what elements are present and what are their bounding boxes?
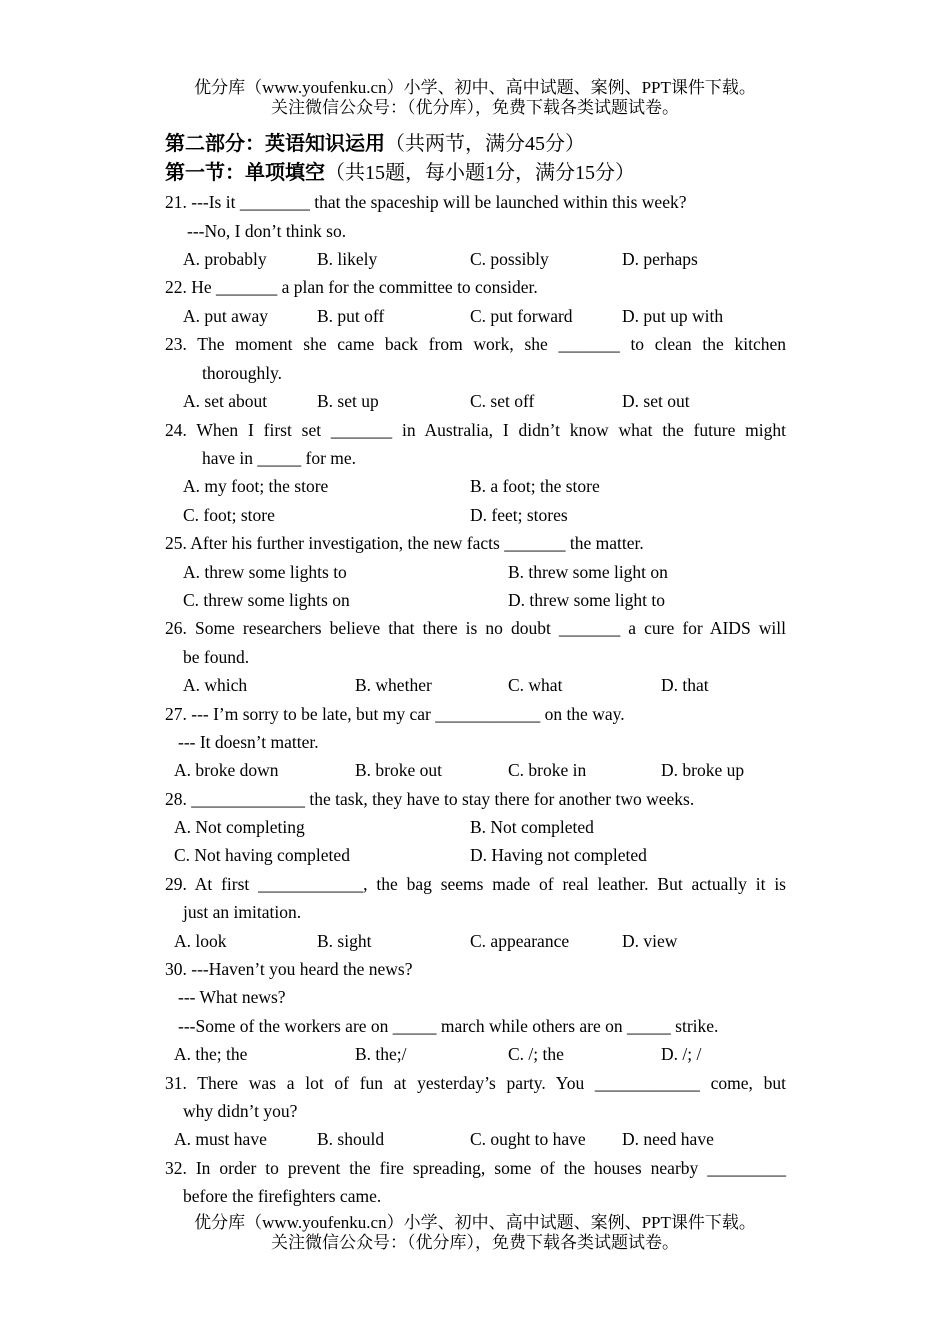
section-title-bold: 第一节：单项填空 <box>165 162 325 184</box>
q31-option-a: A. must have <box>174 1129 267 1149</box>
part-title-rest: （共两节，满分45分） <box>385 133 585 155</box>
q21-option-b: B. likely <box>317 249 378 269</box>
q26-option-c: C. what <box>508 675 563 695</box>
q27-option-b: B. broke out <box>355 760 443 780</box>
q24-stem-line-1: 24. When I first set _______ in Australia, I didn’t know what the future might <box>165 420 786 440</box>
header-line-2: 关注微信公众号：（优分库），免费下载各类试题试卷。 <box>271 98 679 117</box>
q30-reply-2: ---Some of the workers are on _____ march while others are on _____ strike. <box>178 1016 719 1036</box>
part-title <box>165 131 585 157</box>
q31-stem-line-2: why didn’t you? <box>183 1101 298 1121</box>
q21-option-d: D. perhaps <box>622 249 698 269</box>
q31-option-c: C. ought to have <box>470 1129 586 1149</box>
q21-option-c: C. possibly <box>470 249 549 269</box>
part-title-bold: 第二部分：英语知识运用 <box>165 133 385 155</box>
q22-option-d: D. put up with <box>622 306 724 326</box>
q22-stem: 22. He _______ a plan for the committee to consider. <box>165 277 538 297</box>
q26-option-a: A. which <box>183 675 248 695</box>
q32-stem-line-2: before the firefighters came. <box>183 1186 382 1206</box>
q27-reply: --- It doesn’t matter. <box>178 732 319 752</box>
q30-stem: 30. ---Haven’t you heard the news? <box>165 959 413 979</box>
q25-option-a: A. threw some lights to <box>183 562 347 582</box>
footer-line-2: 关注微信公众号：（优分库），免费下载各类试题试卷。 <box>271 1233 679 1252</box>
q26-option-d: D. that <box>661 675 709 695</box>
q24-option-a: A. my foot; the store <box>183 476 329 496</box>
q30-option-b: B. the;/ <box>355 1044 407 1064</box>
q25-option-c: C. threw some lights on <box>183 590 350 610</box>
q29-stem-line-1: 29. At first ____________, the bag seems made of real leather. But actually it is <box>165 874 786 894</box>
q28-stem: 28. _____________ the task, they have to stay there for another two weeks. <box>165 789 695 809</box>
q24-option-d: D. feet; stores <box>470 505 568 525</box>
q31-stem-line-1: 31. There was a lot of fun at yesterday’s party. You ____________ come, but <box>165 1073 786 1093</box>
q27-option-d: D. broke up <box>661 760 745 780</box>
footer-line-1: 优分库（www.youfenku.cn）小学、初中、高中试题、案例、PPT课件下载。 <box>194 1213 756 1232</box>
q29-option-a: A. look <box>174 931 227 951</box>
q23-stem-line-2: thoroughly. <box>202 363 283 383</box>
q21-option-a: A. probably <box>183 249 267 269</box>
q21-reply: ---No, I don’t think so. <box>187 221 347 241</box>
q26-stem-line-1: 26. Some researchers believe that there is no doubt _______ a cure for AIDS will <box>165 618 786 638</box>
q27-option-a: A. broke down <box>174 760 279 780</box>
q31-option-d: D. need have <box>622 1129 714 1149</box>
q25-option-b: B. threw some light on <box>508 562 668 582</box>
q22-option-c: C. put forward <box>470 306 573 326</box>
q29-option-d: D. view <box>622 931 678 951</box>
q24-stem-line-2: have in _____ for me. <box>202 448 357 468</box>
q22-option-b: B. put off <box>317 306 385 326</box>
q21-stem: 21. ---Is it ________ that the spaceship will be launched within this week? <box>165 192 687 212</box>
q31-option-b: B. should <box>317 1129 385 1149</box>
q24-option-c: C. foot; store <box>183 505 275 525</box>
q32-stem-line-1: 32. In order to prevent the fire spreading, some of the houses nearby _________ <box>165 1158 786 1178</box>
q25-option-d: D. threw some light to <box>508 590 665 610</box>
q28-option-d: D. Having not completed <box>470 845 647 865</box>
section-title-rest: （共15题，每小题1分，满分15分） <box>325 162 635 184</box>
q30-option-d: D. /; / <box>661 1044 702 1064</box>
q26-stem-line-2: be found. <box>183 647 250 667</box>
q30-reply-1: --- What news? <box>178 987 286 1007</box>
section-title <box>165 160 635 186</box>
q29-stem-line-2: just an imitation. <box>183 902 302 922</box>
q30-option-c: C. /; the <box>508 1044 564 1064</box>
q29-option-b: B. sight <box>317 931 372 951</box>
q23-stem-line-1: 23. The moment she came back from work, she _______ to clean the kitchen <box>165 334 786 354</box>
q24-option-b: B. a foot; the store <box>470 476 600 496</box>
q27-stem: 27. --- I’m sorry to be late, but my car ____________ on the way. <box>165 704 625 724</box>
q23-option-c: C. set off <box>470 391 535 411</box>
q28-option-c: C. Not having completed <box>174 845 350 865</box>
header-line-1: 优分库（www.youfenku.cn）小学、初中、高中试题、案例、PPT课件下载。 <box>194 78 756 97</box>
q25-stem: 25. After his further investigation, the new facts _______ the matter. <box>165 533 644 553</box>
q23-option-a: A. set about <box>183 391 268 411</box>
q28-option-a: A. Not completing <box>174 817 305 837</box>
q23-option-d: D. set out <box>622 391 690 411</box>
q28-option-b: B. Not completed <box>470 817 594 837</box>
q23-option-b: B. set up <box>317 391 379 411</box>
q26-option-b: B. whether <box>355 675 432 695</box>
q22-option-a: A. put away <box>183 306 269 326</box>
q30-option-a: A. the; the <box>174 1044 248 1064</box>
q29-option-c: C. appearance <box>470 931 570 951</box>
q27-option-c: C. broke in <box>508 760 587 780</box>
